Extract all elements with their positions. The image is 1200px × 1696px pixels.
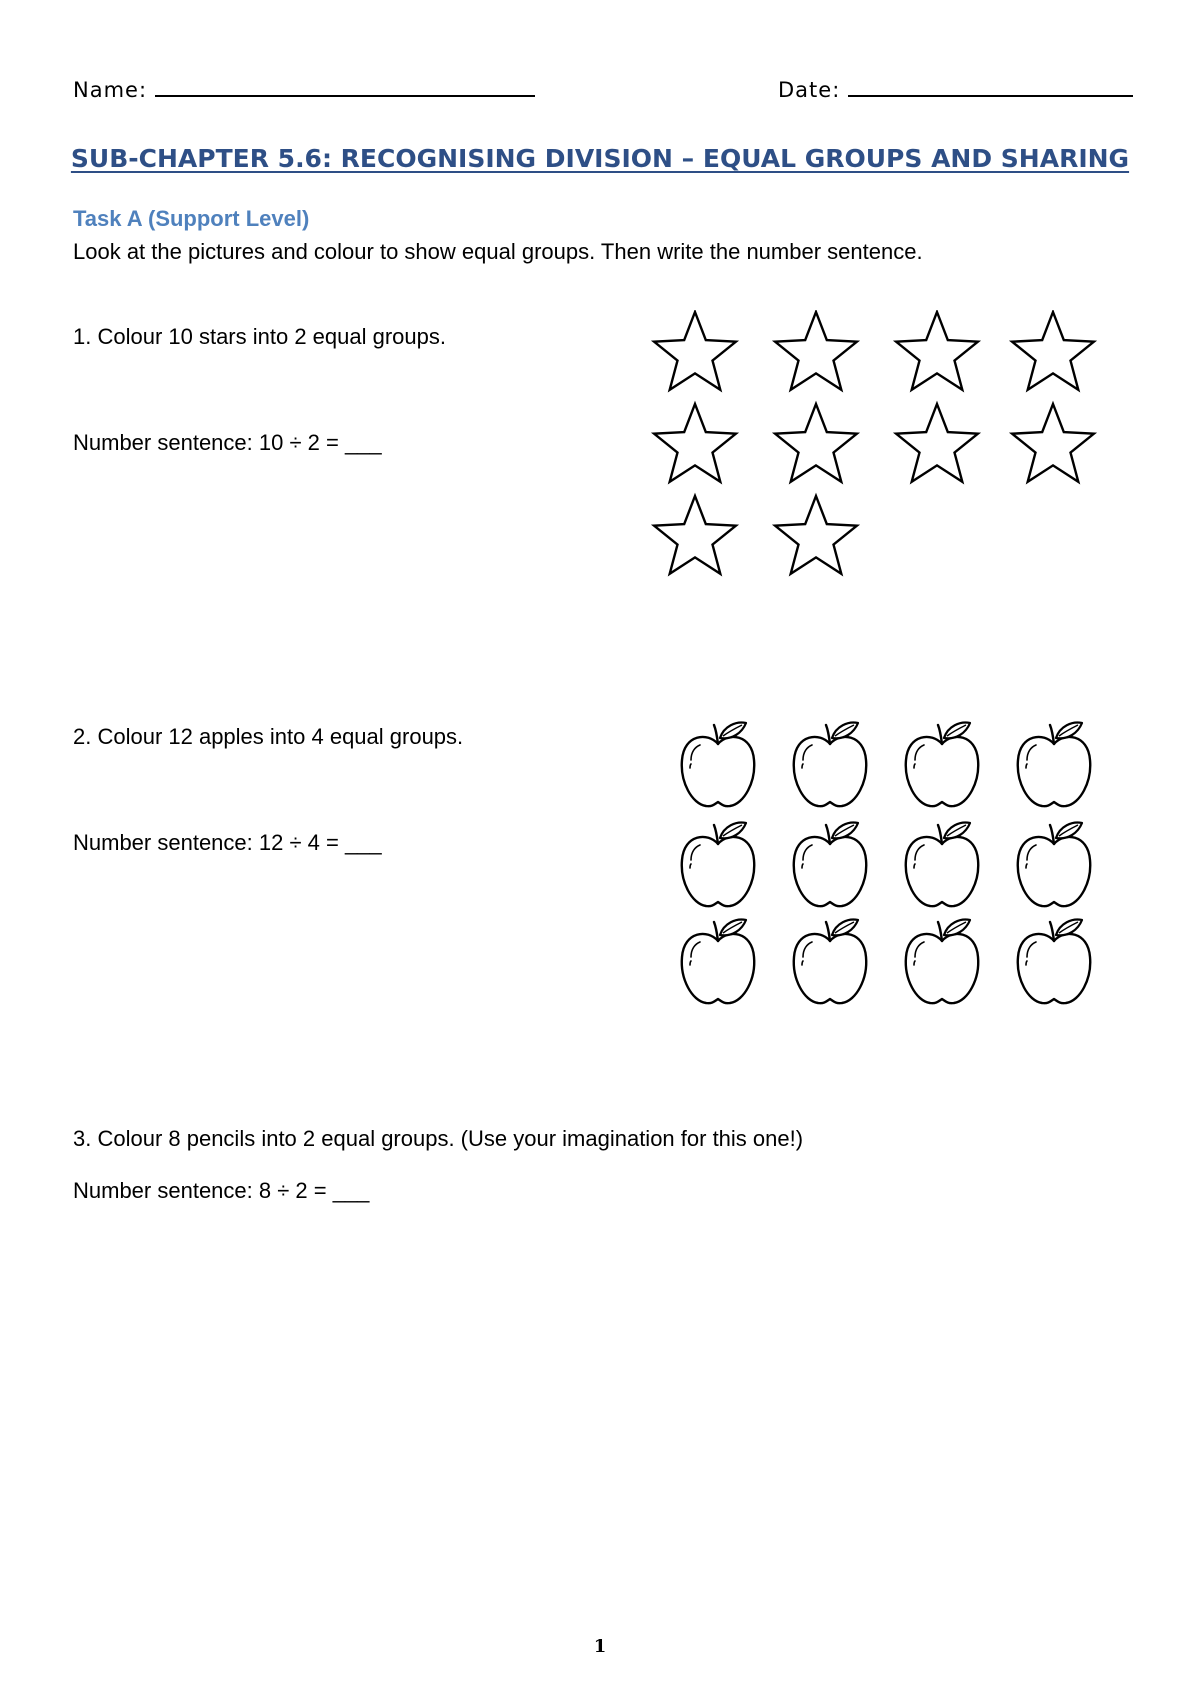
star-icon[interactable]	[896, 404, 978, 482]
date-blank[interactable]	[848, 75, 1133, 97]
apple-icon[interactable]	[906, 920, 978, 1004]
apple-icon[interactable]	[682, 723, 754, 807]
task-instructions: Look at the pictures and colour to show equal groups. Then write the number sentence.	[73, 239, 923, 264]
apple-icon[interactable]	[682, 920, 754, 1004]
question-1-prompt: 1. Colour 10 stars into 2 equal groups.	[73, 324, 447, 349]
star-icon[interactable]	[775, 496, 857, 574]
question-3-sentence[interactable]: Number sentence: 8 ÷ 2 = ___	[73, 1178, 370, 1203]
name-label: Name:	[73, 78, 148, 102]
star-icon[interactable]	[1012, 404, 1094, 482]
date-label: Date:	[778, 78, 841, 102]
star-icon[interactable]	[654, 496, 736, 574]
star-icon[interactable]	[896, 312, 978, 390]
question-1-sentence[interactable]: Number sentence: 10 ÷ 2 = ___	[73, 430, 382, 455]
apple-icon[interactable]	[794, 723, 866, 807]
apple-icon[interactable]	[794, 823, 866, 907]
apple-icon[interactable]	[794, 920, 866, 1004]
apple-icon[interactable]	[906, 723, 978, 807]
question-2-sentence[interactable]: Number sentence: 12 ÷ 4 = ___	[73, 830, 382, 855]
apple-icon[interactable]	[906, 823, 978, 907]
star-icon[interactable]	[654, 312, 736, 390]
apples-grid	[678, 715, 1118, 1015]
date-field[interactable]	[778, 75, 1133, 102]
apple-icon[interactable]	[1018, 723, 1090, 807]
page-title: SUB-CHAPTER 5.6: RECOGNISING DIVISION – EQUAL GROUPS AND SHARING	[70, 144, 1130, 173]
stars-grid	[650, 310, 1120, 600]
apple-icon[interactable]	[1018, 920, 1090, 1004]
question-2-prompt: 2. Colour 12 apples into 4 equal groups.	[73, 724, 464, 749]
question-3-prompt: 3. Colour 8 pencils into 2 equal groups. (Use your imagination for this one!)	[73, 1126, 804, 1151]
apple-icon[interactable]	[1018, 823, 1090, 907]
star-icon[interactable]	[1012, 312, 1094, 390]
name-field[interactable]	[73, 75, 535, 102]
page-number: 1	[593, 1636, 607, 1657]
apple-icon[interactable]	[682, 823, 754, 907]
star-icon[interactable]	[654, 404, 736, 482]
star-icon[interactable]	[775, 312, 857, 390]
task-heading: Task A (Support Level)	[73, 206, 310, 231]
name-blank[interactable]	[155, 75, 535, 97]
star-icon[interactable]	[775, 404, 857, 482]
